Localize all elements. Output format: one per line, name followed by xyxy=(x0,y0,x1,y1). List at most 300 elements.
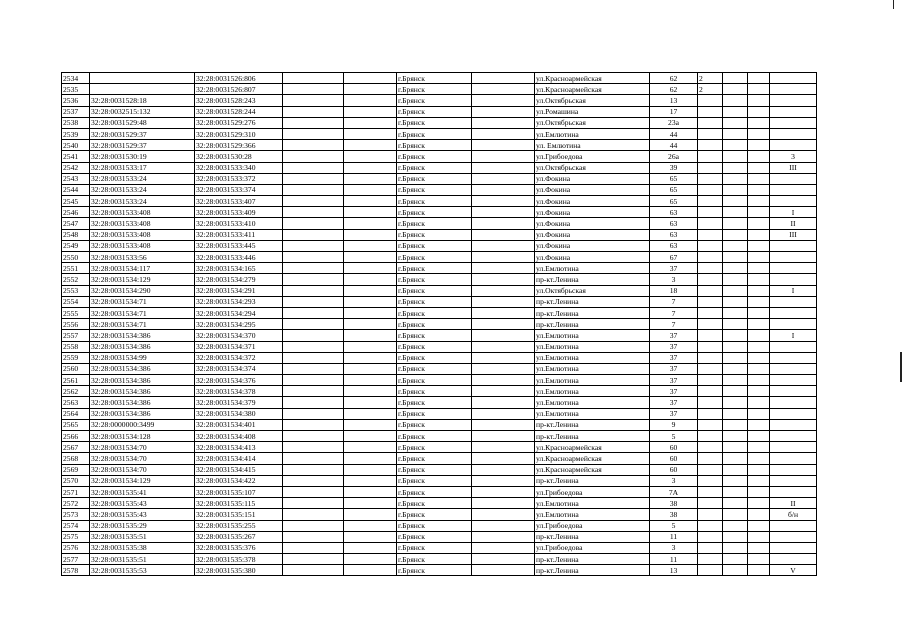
house-number-cell: 17 xyxy=(650,106,698,117)
city-cell: г.Брянск xyxy=(397,397,472,408)
city-cell: г.Брянск xyxy=(397,106,472,117)
record-number-cell: 2542 xyxy=(62,162,90,173)
premises-cell xyxy=(770,531,817,542)
empty-cell xyxy=(748,263,770,274)
house-number-cell: 26а xyxy=(650,151,698,162)
empty-cell xyxy=(748,464,770,475)
empty-cell xyxy=(472,274,535,285)
empty-cell xyxy=(723,352,748,363)
building-cell xyxy=(698,263,723,274)
city-cell: г.Брянск xyxy=(397,341,472,352)
table-row xyxy=(62,184,817,195)
premises-cell xyxy=(770,453,817,464)
object-cadastral-number-cell: 32:28:0031533:410 xyxy=(195,218,283,229)
empty-cell xyxy=(283,386,344,397)
empty-cell xyxy=(723,184,748,195)
city-cell: г.Брянск xyxy=(397,319,472,330)
object-cadastral-number-cell: 32:28:0031534:291 xyxy=(195,285,283,296)
street-cell: ул.Октябрьская xyxy=(535,285,650,296)
empty-cell xyxy=(344,520,397,531)
premises-cell xyxy=(770,252,817,263)
empty-cell xyxy=(344,363,397,374)
building-cell xyxy=(698,106,723,117)
street-cell: ул.Емлютина xyxy=(535,375,650,386)
record-number-cell: 2549 xyxy=(62,240,90,251)
empty-cell xyxy=(283,128,344,139)
record-number-cell: 2558 xyxy=(62,341,90,352)
table-row xyxy=(62,128,817,139)
empty-cell xyxy=(472,162,535,173)
empty-cell xyxy=(723,386,748,397)
record-number-cell: 2539 xyxy=(62,128,90,139)
empty-cell xyxy=(748,95,770,106)
empty-cell xyxy=(723,240,748,251)
premises-cell: V xyxy=(770,565,817,576)
record-number-cell: 2570 xyxy=(62,475,90,486)
empty-cell xyxy=(283,307,344,318)
parcel-cadastral-number-cell: 32:28:0031534:386 xyxy=(90,386,195,397)
house-number-cell: 60 xyxy=(650,464,698,475)
table-row xyxy=(62,106,817,117)
premises-cell xyxy=(770,263,817,274)
house-number-cell: 37 xyxy=(650,263,698,274)
street-cell: ул.Емлютина xyxy=(535,498,650,509)
empty-cell xyxy=(344,140,397,151)
empty-cell xyxy=(344,229,397,240)
building-cell xyxy=(698,486,723,497)
building-cell xyxy=(698,419,723,430)
empty-cell xyxy=(723,397,748,408)
empty-cell xyxy=(472,531,535,542)
record-number-cell: 2559 xyxy=(62,352,90,363)
empty-cell xyxy=(748,84,770,95)
empty-cell xyxy=(723,375,748,386)
parcel-cadastral-number-cell: 32:28:0031529:48 xyxy=(90,117,195,128)
empty-cell xyxy=(748,520,770,531)
city-cell: г.Брянск xyxy=(397,453,472,464)
house-number-cell: 65 xyxy=(650,184,698,195)
empty-cell xyxy=(723,84,748,95)
record-number-cell: 2537 xyxy=(62,106,90,117)
house-number-cell: 63 xyxy=(650,240,698,251)
object-cadastral-number-cell: 32:28:0031528:244 xyxy=(195,106,283,117)
empty-cell xyxy=(748,296,770,307)
city-cell: г.Брянск xyxy=(397,296,472,307)
premises-cell xyxy=(770,363,817,374)
empty-cell xyxy=(283,117,344,128)
house-number-cell: 37 xyxy=(650,408,698,419)
premises-cell: I xyxy=(770,285,817,296)
record-number-cell: 2562 xyxy=(62,386,90,397)
city-cell: г.Брянск xyxy=(397,196,472,207)
building-cell xyxy=(698,408,723,419)
house-number-cell: 7 xyxy=(650,307,698,318)
empty-cell xyxy=(283,95,344,106)
object-cadastral-number-cell: 32:28:0031534:408 xyxy=(195,431,283,442)
parcel-cadastral-number-cell: 32:28:0031529:37 xyxy=(90,140,195,151)
parcel-cadastral-number-cell: 32:28:0031535:41 xyxy=(90,486,195,497)
object-cadastral-number-cell: 32:28:0031535:107 xyxy=(195,486,283,497)
parcel-cadastral-number-cell: 32:28:0031534:386 xyxy=(90,397,195,408)
house-number-cell: 44 xyxy=(650,140,698,151)
empty-cell xyxy=(472,352,535,363)
empty-cell xyxy=(472,240,535,251)
city-cell: г.Брянск xyxy=(397,140,472,151)
empty-cell xyxy=(723,128,748,139)
table-row xyxy=(62,386,817,397)
parcel-cadastral-number-cell: 32:28:0031533:24 xyxy=(90,173,195,184)
object-cadastral-number-cell: 32:28:0031534:295 xyxy=(195,319,283,330)
table-row xyxy=(62,162,817,173)
premises-cell: I xyxy=(770,207,817,218)
parcel-cadastral-number-cell: 32:28:0031533:408 xyxy=(90,218,195,229)
empty-cell xyxy=(344,486,397,497)
empty-cell xyxy=(344,442,397,453)
object-cadastral-number-cell: 32:28:0031529:366 xyxy=(195,140,283,151)
street-cell: ул.Фокина xyxy=(535,196,650,207)
city-cell: г.Брянск xyxy=(397,542,472,553)
empty-cell xyxy=(283,330,344,341)
table-row xyxy=(62,375,817,386)
house-number-cell: 7 xyxy=(650,319,698,330)
object-cadastral-number-cell: 32:28:0031535:115 xyxy=(195,498,283,509)
house-number-cell: 11 xyxy=(650,554,698,565)
empty-cell xyxy=(723,475,748,486)
empty-cell xyxy=(283,184,344,195)
house-number-cell: 7А xyxy=(650,486,698,497)
premises-cell xyxy=(770,475,817,486)
empty-cell xyxy=(283,319,344,330)
empty-cell xyxy=(344,128,397,139)
empty-cell xyxy=(748,207,770,218)
street-cell: пр-кт.Ленина xyxy=(535,296,650,307)
record-number-cell: 2545 xyxy=(62,196,90,207)
building-cell xyxy=(698,296,723,307)
record-number-cell: 2552 xyxy=(62,274,90,285)
record-number-cell: 2554 xyxy=(62,296,90,307)
empty-cell xyxy=(748,363,770,374)
empty-cell xyxy=(283,263,344,274)
empty-cell xyxy=(723,285,748,296)
object-cadastral-number-cell: 32:28:0031533:446 xyxy=(195,252,283,263)
empty-cell xyxy=(748,498,770,509)
parcel-cadastral-number-cell: 32:28:0031535:43 xyxy=(90,509,195,520)
empty-cell xyxy=(344,296,397,307)
street-cell: ул.Фокина xyxy=(535,218,650,229)
parcel-cadastral-number-cell: 32:28:0031534:386 xyxy=(90,330,195,341)
empty-cell xyxy=(344,341,397,352)
street-cell: ул.Красноармейская xyxy=(535,464,650,475)
city-cell: г.Брянск xyxy=(397,375,472,386)
object-cadastral-number-cell: 32:28:0031530:28 xyxy=(195,151,283,162)
building-cell xyxy=(698,375,723,386)
empty-cell xyxy=(344,106,397,117)
empty-cell xyxy=(723,542,748,553)
object-cadastral-number-cell: 32:28:0031533:409 xyxy=(195,207,283,218)
empty-cell xyxy=(723,341,748,352)
parcel-cadastral-number-cell: 32:28:0031534:71 xyxy=(90,296,195,307)
street-cell: пр-кт.Ленина xyxy=(535,431,650,442)
parcel-cadastral-number-cell: 32:28:0031534:129 xyxy=(90,274,195,285)
empty-cell xyxy=(344,196,397,207)
house-number-cell: 37 xyxy=(650,330,698,341)
record-number-cell: 2540 xyxy=(62,140,90,151)
empty-cell xyxy=(748,419,770,430)
record-number-cell: 2569 xyxy=(62,464,90,475)
city-cell: г.Брянск xyxy=(397,442,472,453)
city-cell: г.Брянск xyxy=(397,274,472,285)
premises-cell xyxy=(770,184,817,195)
object-cadastral-number-cell: 32:28:0031535:376 xyxy=(195,542,283,553)
empty-cell xyxy=(344,162,397,173)
empty-cell xyxy=(344,184,397,195)
building-cell xyxy=(698,151,723,162)
empty-cell xyxy=(344,274,397,285)
record-number-cell: 2560 xyxy=(62,363,90,374)
street-cell: ул.Октябрьская xyxy=(535,162,650,173)
premises-cell xyxy=(770,554,817,565)
building-cell xyxy=(698,330,723,341)
house-number-cell: 13 xyxy=(650,95,698,106)
empty-cell xyxy=(723,196,748,207)
empty-cell xyxy=(283,274,344,285)
premises-cell xyxy=(770,117,817,128)
house-number-cell: 37 xyxy=(650,397,698,408)
empty-cell xyxy=(723,319,748,330)
empty-cell xyxy=(472,363,535,374)
object-cadastral-number-cell: 32:28:0031535:380 xyxy=(195,565,283,576)
empty-cell xyxy=(723,117,748,128)
empty-cell xyxy=(283,453,344,464)
street-cell: пр-кт.Ленина xyxy=(535,419,650,430)
building-cell xyxy=(698,453,723,464)
object-cadastral-number-cell: 32:28:0031526:806 xyxy=(195,73,283,84)
empty-cell xyxy=(344,319,397,330)
street-cell: ул.Емлютина xyxy=(535,397,650,408)
record-number-cell: 2578 xyxy=(62,565,90,576)
table-row xyxy=(62,218,817,229)
city-cell: г.Брянск xyxy=(397,229,472,240)
parcel-cadastral-number-cell: 32:28:0031534:71 xyxy=(90,319,195,330)
street-cell: ул.Красноармейская xyxy=(535,442,650,453)
house-number-cell: 67 xyxy=(650,252,698,263)
premises-cell xyxy=(770,397,817,408)
empty-cell xyxy=(723,140,748,151)
premises-cell xyxy=(770,196,817,207)
table-row xyxy=(62,263,817,274)
building-cell xyxy=(698,173,723,184)
empty-cell xyxy=(472,431,535,442)
parcel-cadastral-number-cell: 32:28:0031534:70 xyxy=(90,464,195,475)
empty-cell xyxy=(472,464,535,475)
parcel-cadastral-number-cell: 32:28:0031535:29 xyxy=(90,520,195,531)
city-cell: г.Брянск xyxy=(397,475,472,486)
object-cadastral-number-cell: 32:28:0031533:445 xyxy=(195,240,283,251)
table-row xyxy=(62,363,817,374)
house-number-cell: 5 xyxy=(650,520,698,531)
table-row xyxy=(62,229,817,240)
empty-cell xyxy=(283,419,344,430)
parcel-cadastral-number-cell: 32:28:0031533:56 xyxy=(90,252,195,263)
empty-cell xyxy=(283,565,344,576)
empty-cell xyxy=(748,319,770,330)
empty-cell xyxy=(748,117,770,128)
premises-cell xyxy=(770,106,817,117)
premises-cell xyxy=(770,140,817,151)
table-row xyxy=(62,240,817,251)
record-number-cell: 2574 xyxy=(62,520,90,531)
empty-cell xyxy=(723,363,748,374)
building-cell xyxy=(698,542,723,553)
empty-cell xyxy=(344,307,397,318)
record-number-cell: 2547 xyxy=(62,218,90,229)
empty-cell xyxy=(472,498,535,509)
street-cell: ул.Емлютина xyxy=(535,263,650,274)
street-cell: ул.Красноармейская xyxy=(535,453,650,464)
street-cell: ул.Емлютина xyxy=(535,509,650,520)
city-cell: г.Брянск xyxy=(397,207,472,218)
object-cadastral-number-cell: 32:28:0031535:151 xyxy=(195,509,283,520)
record-number-cell: 2565 xyxy=(62,419,90,430)
empty-cell xyxy=(283,352,344,363)
empty-cell xyxy=(748,128,770,139)
empty-cell xyxy=(723,464,748,475)
parcel-cadastral-number-cell: 32:28:0031534:386 xyxy=(90,341,195,352)
empty-cell xyxy=(283,240,344,251)
empty-cell xyxy=(472,453,535,464)
empty-cell xyxy=(472,319,535,330)
empty-cell xyxy=(472,84,535,95)
table-row xyxy=(62,330,817,341)
house-number-cell: 38 xyxy=(650,498,698,509)
table-row xyxy=(62,397,817,408)
building-cell xyxy=(698,128,723,139)
street-cell: ул.Емлютина xyxy=(535,128,650,139)
object-cadastral-number-cell: 32:28:0031528:243 xyxy=(195,95,283,106)
table-row xyxy=(62,95,817,106)
empty-cell xyxy=(748,229,770,240)
object-cadastral-number-cell: 32:28:0031533:340 xyxy=(195,162,283,173)
city-cell: г.Брянск xyxy=(397,240,472,251)
table-row xyxy=(62,442,817,453)
object-cadastral-number-cell: 32:28:0031534:380 xyxy=(195,408,283,419)
empty-cell xyxy=(748,475,770,486)
house-number-cell: 7 xyxy=(650,296,698,307)
empty-cell xyxy=(283,397,344,408)
empty-cell xyxy=(472,196,535,207)
house-number-cell: 62 xyxy=(650,73,698,84)
parcel-cadastral-number-cell: 32:28:0031533:408 xyxy=(90,207,195,218)
building-cell xyxy=(698,341,723,352)
city-cell: г.Брянск xyxy=(397,117,472,128)
empty-cell xyxy=(472,218,535,229)
street-cell: ул.Фокина xyxy=(535,173,650,184)
building-cell xyxy=(698,363,723,374)
city-cell: г.Брянск xyxy=(397,218,472,229)
empty-cell xyxy=(344,151,397,162)
empty-cell xyxy=(723,296,748,307)
object-cadastral-number-cell: 32:28:0031534:165 xyxy=(195,263,283,274)
house-number-cell: 63 xyxy=(650,207,698,218)
parcel-cadastral-number-cell: 32:28:0000000:3499 xyxy=(90,419,195,430)
empty-cell xyxy=(472,375,535,386)
building-cell xyxy=(698,397,723,408)
premises-cell xyxy=(770,352,817,363)
table-row xyxy=(62,252,817,263)
record-number-cell: 2575 xyxy=(62,531,90,542)
premises-cell xyxy=(770,73,817,84)
empty-cell xyxy=(472,95,535,106)
record-number-cell: 2572 xyxy=(62,498,90,509)
empty-cell xyxy=(344,95,397,106)
empty-cell xyxy=(748,285,770,296)
city-cell: г.Брянск xyxy=(397,408,472,419)
record-number-cell: 2544 xyxy=(62,184,90,195)
empty-cell xyxy=(344,464,397,475)
city-cell: г.Брянск xyxy=(397,419,472,430)
house-number-cell: 63 xyxy=(650,218,698,229)
building-cell xyxy=(698,520,723,531)
street-cell: пр-кт.Ленина xyxy=(535,475,650,486)
table-row xyxy=(62,307,817,318)
house-number-cell: 65 xyxy=(650,196,698,207)
house-number-cell: 37 xyxy=(650,363,698,374)
building-cell xyxy=(698,442,723,453)
empty-cell xyxy=(748,196,770,207)
empty-cell xyxy=(344,565,397,576)
house-number-cell: 11 xyxy=(650,531,698,542)
empty-cell xyxy=(472,140,535,151)
table-row xyxy=(62,296,817,307)
city-cell: г.Брянск xyxy=(397,565,472,576)
empty-cell xyxy=(283,341,344,352)
empty-cell xyxy=(472,173,535,184)
building-cell xyxy=(698,531,723,542)
building-cell xyxy=(698,285,723,296)
house-number-cell: 63 xyxy=(650,229,698,240)
empty-cell xyxy=(748,140,770,151)
street-cell: ул. Емлютина xyxy=(535,140,650,151)
premises-cell xyxy=(770,274,817,285)
empty-cell xyxy=(748,218,770,229)
premises-cell: III xyxy=(770,229,817,240)
table-row xyxy=(62,84,817,95)
empty-cell xyxy=(472,341,535,352)
empty-cell xyxy=(723,173,748,184)
table-row xyxy=(62,498,817,509)
empty-cell xyxy=(344,252,397,263)
empty-cell xyxy=(283,73,344,84)
house-number-cell: 37 xyxy=(650,375,698,386)
record-number-cell: 2551 xyxy=(62,263,90,274)
table-row xyxy=(62,475,817,486)
empty-cell xyxy=(283,554,344,565)
parcel-cadastral-number-cell: 32:28:0031528:18 xyxy=(90,95,195,106)
city-cell: г.Брянск xyxy=(397,73,472,84)
object-cadastral-number-cell: 32:28:0031534:370 xyxy=(195,330,283,341)
premises-cell xyxy=(770,464,817,475)
empty-cell xyxy=(344,419,397,430)
table-row xyxy=(62,207,817,218)
city-cell: г.Брянск xyxy=(397,464,472,475)
building-cell xyxy=(698,252,723,263)
record-number-cell: 2538 xyxy=(62,117,90,128)
premises-cell xyxy=(770,307,817,318)
object-cadastral-number-cell: 32:28:0031534:279 xyxy=(195,274,283,285)
street-cell: ул.Фокина xyxy=(535,240,650,251)
empty-cell xyxy=(723,207,748,218)
city-cell: г.Брянск xyxy=(397,509,472,520)
